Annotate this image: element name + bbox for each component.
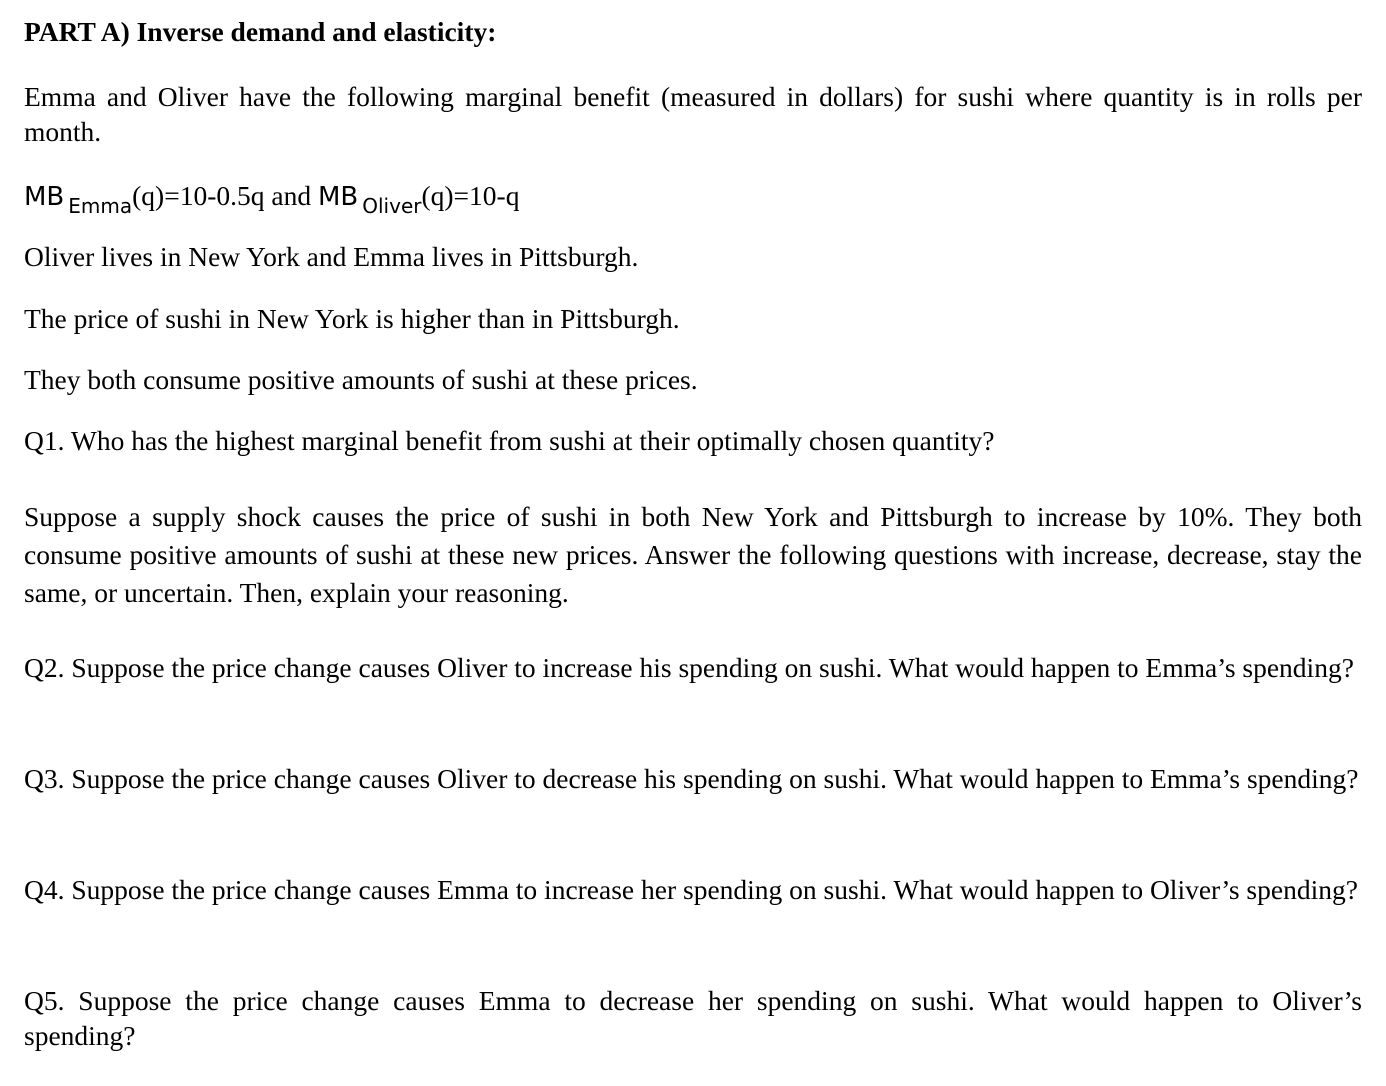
mb-label-emma: MB — [24, 182, 65, 212]
question-q2: Q2. Suppose the price change causes Oliver to increase his spending on sushi. What would happen to Emma’s spending? — [24, 652, 1354, 683]
mb-expression-emma: (q)=10-0.5q — [132, 180, 265, 211]
mb-expression-oliver: (q)=10-q — [421, 180, 520, 211]
consumption-line: They both consume positive amounts of sushi at these prices. — [24, 364, 698, 395]
section-heading: PART A) Inverse demand and elasticity: — [24, 16, 497, 47]
mb-label-oliver: MB — [317, 182, 359, 212]
equation-conjunction: and — [264, 180, 318, 211]
question-q5: Q5. Suppose the price change causes Emma to decrease her spending on sushi. What would happen to Oliver’s spending? — [24, 985, 1362, 1051]
marginal-benefit-equations — [24, 178, 1362, 216]
question-q3: Q3. Suppose the price change causes Oliver to decrease his spending on sushi. What would happen to Emma’s spending? — [24, 763, 1359, 794]
question-q1: Q1. Who has the highest marginal benefit from sushi at their optimally chosen quantity? — [24, 425, 995, 456]
intro-paragraph: Emma and Oliver have the following marginal benefit (measured in dollars) for sushi where quantity is in rolls per month. — [24, 81, 1362, 147]
supply-shock-paragraph: Suppose a supply shock causes the price of sushi in both New York and Pittsburgh to increase by 10%. They both consume positive amounts of sushi at these new prices. Answer the following questions with increase, decrease, stay the same, or uncertain. Then, explain your reasoning. — [24, 501, 1362, 608]
price-comparison-line: The price of sushi in New York is higher than in Pittsburgh. — [24, 303, 680, 334]
question-q4: Q4. Suppose the price change causes Emma to increase her spending on sushi. What would happen to Oliver’s spending? — [24, 874, 1358, 905]
subscript-oliver: Oliver — [362, 194, 422, 218]
residence-line: Oliver lives in New York and Emma lives in Pittsburgh. — [24, 241, 639, 272]
subscript-emma: Emma — [68, 194, 133, 218]
